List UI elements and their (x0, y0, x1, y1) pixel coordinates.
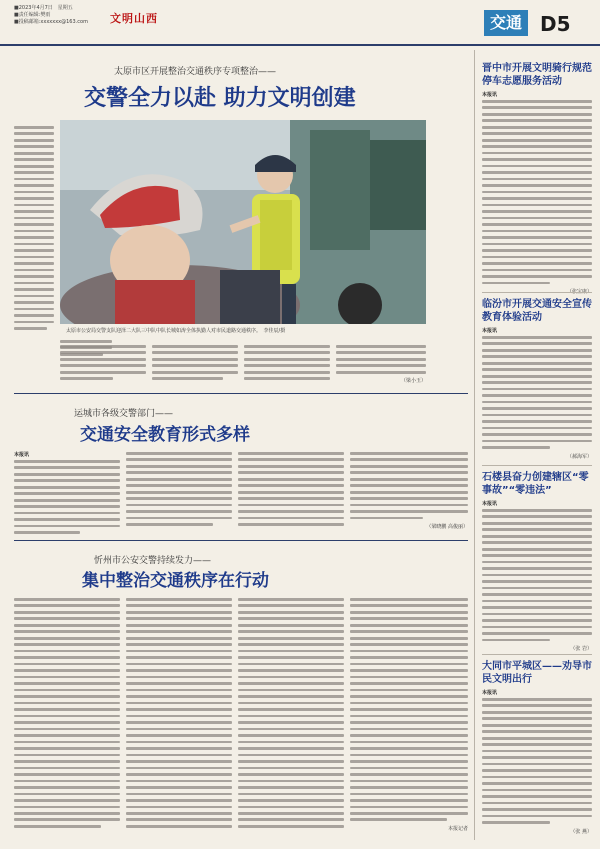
sidebar-item-3-author: （张 岩） (570, 646, 592, 653)
sidebar-item-2-author: （郝海军） (566, 453, 592, 460)
section-label: 交通 (484, 10, 528, 36)
article2-byline: 本报讯 (14, 452, 30, 458)
article2-author: （梁晓鹏 高俊丽） (426, 524, 468, 531)
article3-headline: 集中整治交通秩序在行动 (82, 571, 269, 591)
article2-col-4 (350, 452, 468, 530)
sidebar-divider-2 (482, 465, 592, 466)
sidebar-item-4-author: （张 燕） (570, 828, 592, 835)
editor-line: ■责任编辑:樊雨 (14, 12, 51, 18)
sidebar-item-2-text (482, 328, 592, 460)
sidebar-divider-3 (482, 654, 592, 655)
sidebar-item-4-byline: 本报讯 (482, 690, 498, 696)
sidebar-item-3-byline: 本报讯 (482, 501, 498, 507)
article3-author: 本报记者 (447, 825, 468, 832)
lead-text-column-0 (14, 126, 54, 334)
article2-headline: 交通安全教育形式多样 (80, 425, 250, 445)
sidebar-item-4-title: 大同市平城区——劝导市民文明出行 (482, 661, 592, 685)
article3-col-2 (126, 598, 232, 831)
issue-date: ■2023年4月7日 星期五 (14, 5, 73, 11)
page-header (0, 0, 600, 46)
photo-caption: 太原市公安局交警支队迎泽二大队三中队中队长城如涛全体执勤人对市民道路交通秩序。 李佳辰/摄 (66, 328, 286, 334)
photo-illustration (60, 120, 426, 324)
article3-col-4 (350, 598, 468, 832)
lead-headline: 交警全力以赴 助力文明创建 (84, 86, 356, 111)
sidebar-item-3-title: 石楼县奋力创建辖区“零事故”“零违法” (482, 472, 589, 496)
article3-col-3 (238, 598, 344, 831)
article3-col-1 (14, 598, 120, 831)
article2-col-2 (126, 452, 232, 530)
header-meta (14, 5, 88, 26)
sidebar-item-1-text (482, 92, 592, 295)
lead-kicker: 太原市区开展整治交通秩序专项整治—— (114, 67, 277, 77)
page-number: D5 (540, 12, 571, 36)
divider-1 (14, 393, 468, 394)
email-line: ■投稿邮箱:xxxxxxx@163.com (14, 19, 88, 25)
article2-col-1 (14, 452, 120, 538)
sidebar-item-1-byline: 本报讯 (482, 92, 498, 98)
article3-kicker: 忻州市公安交警持续发力—— (94, 556, 212, 566)
traffic-police-photo (60, 120, 426, 324)
article2-kicker: 运城市各级交警部门—— (74, 409, 174, 419)
lead-author: （梁小玉） (400, 378, 426, 385)
lead-col-d (336, 345, 426, 384)
newspaper-logo: 文明山西 (110, 12, 158, 25)
sidebar-item-4-text (482, 690, 592, 835)
lead-col-b (152, 345, 238, 384)
sidebar-item-1-title: 晋中市开展文明骑行规范停车志愿服务活动 (482, 63, 592, 87)
sidebar-item-2-title: 临汾市开展交通安全宣传教育体验活动 (482, 299, 592, 323)
lead-col-a (60, 345, 146, 384)
lead-col-c (244, 345, 330, 384)
sidebar-item-3-text (482, 501, 592, 652)
article2-col-3 (238, 452, 344, 530)
sidebar-item-2-byline: 本报讯 (482, 328, 498, 334)
column-divider (474, 50, 475, 840)
sidebar-divider-1 (482, 292, 592, 293)
divider-2 (14, 540, 468, 541)
